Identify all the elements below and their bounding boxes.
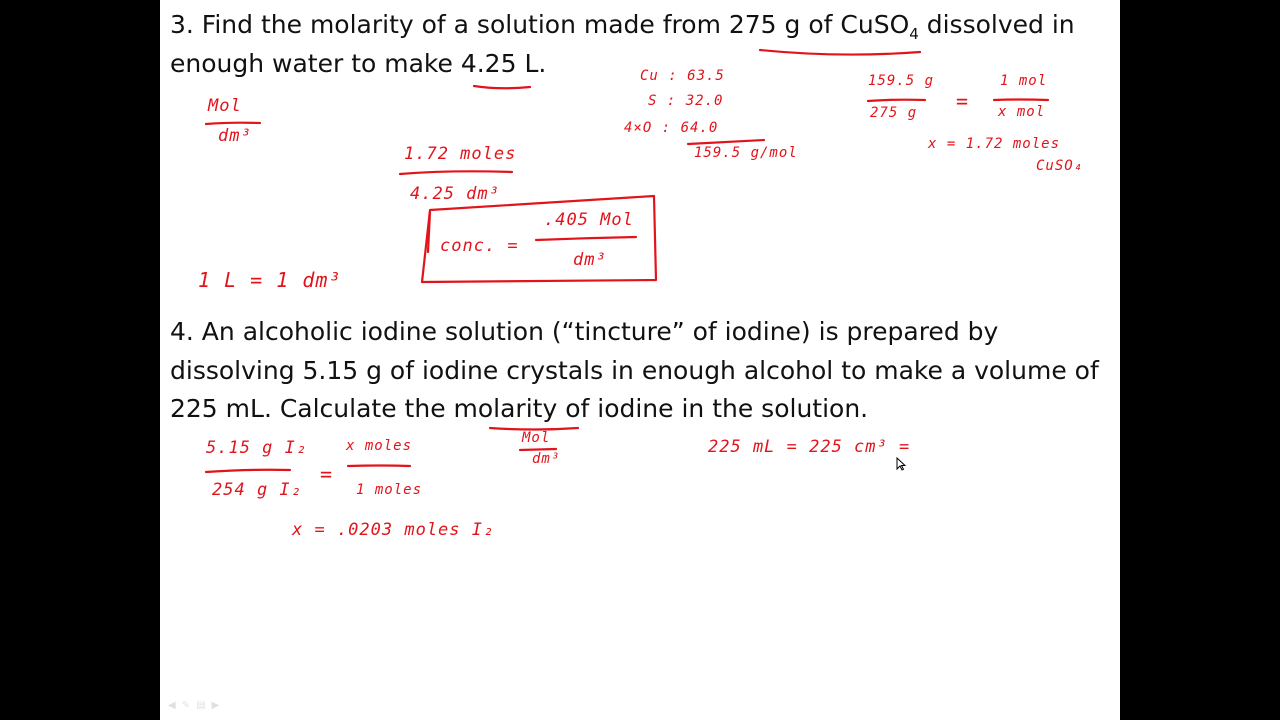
note-mol-small-top: Mol — [522, 430, 551, 446]
pen-icon[interactable]: ✎ — [181, 700, 191, 711]
fraction-bar-mol-dm3 — [206, 123, 260, 124]
fraction-bar-iodine-right — [348, 466, 410, 467]
note-conc-label: conc. = — [440, 236, 519, 256]
menu-icon[interactable]: ▤ — [196, 700, 206, 711]
note-iodine-result: x = .0203 moles I₂ — [292, 520, 495, 540]
slide — [160, 0, 1120, 720]
note-conc-unit: dm³ — [573, 250, 607, 270]
note-ratio-equals: = — [956, 89, 970, 113]
note-o-mass: 4×O : 64.0 — [624, 120, 719, 136]
note-ratio-left-bottom: 275 g — [870, 105, 918, 121]
arrow-right-icon[interactable]: ▶ — [211, 700, 220, 711]
note-ratio-result: x = 1.72 moles — [928, 136, 1061, 152]
note-iodine-bottom: 254 g I₂ — [212, 480, 302, 500]
note-mol-top: Mol — [208, 96, 242, 116]
note-iodine-equals: = — [320, 462, 334, 486]
problem-3-subscript: 4 — [909, 25, 919, 43]
note-s-mass: S : 32.0 — [648, 93, 724, 109]
note-ratio-result-formula: CuSO₄ — [1036, 158, 1084, 174]
fraction-bar-ratio-left — [868, 100, 925, 101]
problem-3-suffix: dissolved in enough water to make 4.25 L. — [170, 10, 1075, 78]
note-liter-equivalence: 1 L = 1 dm³ — [198, 268, 342, 292]
fraction-bar-mol-small — [520, 449, 556, 450]
note-iodine-top: 5.15 g I₂ — [206, 438, 308, 458]
note-iodine-right-bottom: 1 moles — [356, 482, 423, 498]
molar-mass-sum-bar — [688, 140, 764, 144]
note-volume-denominator: 4.25 dm³ — [410, 184, 500, 204]
note-mol-small-bottom: dm³ — [532, 451, 561, 467]
note-moles-numerator: 1.72 moles — [404, 144, 517, 164]
fraction-bar-moles-volume — [400, 171, 512, 174]
problem-4-text: 4. An alcoholic iodine solution (“tincture” of iodine) is prepared by dissolving 5.15 g of iodine crystals in enough alcohol to make a volume of 225 mL. Calculate the molarity of iodine in the solution. — [170, 317, 1099, 423]
note-dm3-bottom: dm³ — [218, 126, 252, 146]
note-iodine-right-top: x moles — [346, 438, 413, 454]
conc-box-left-tick — [428, 212, 430, 252]
note-ratio-left-top: 159.5 g — [868, 73, 935, 89]
note-molar-mass: 159.5 g/mol — [694, 145, 798, 161]
slide-toolbar — [168, 700, 219, 711]
note-conc-value: .405 Mol — [544, 210, 634, 230]
fraction-bar-conc — [536, 237, 636, 240]
note-ratio-right-top: 1 mol — [1000, 73, 1048, 89]
underline-4-25-l — [474, 86, 530, 88]
note-ratio-right-bottom: x mol — [998, 104, 1046, 120]
note-cu-mass: Cu : 63.5 — [640, 68, 725, 84]
note-volume-conversion: 225 mL = 225 cm³ = — [708, 437, 911, 457]
mouse-pointer-icon — [896, 457, 906, 471]
fraction-bar-ratio-right — [994, 100, 1048, 101]
problem-3-prefix: 3. Find the molarity of a solution made from 275 g of CuSO — [170, 10, 910, 39]
arrow-left-icon[interactable]: ◀ — [168, 700, 176, 711]
fraction-bar-iodine-left — [206, 470, 290, 472]
